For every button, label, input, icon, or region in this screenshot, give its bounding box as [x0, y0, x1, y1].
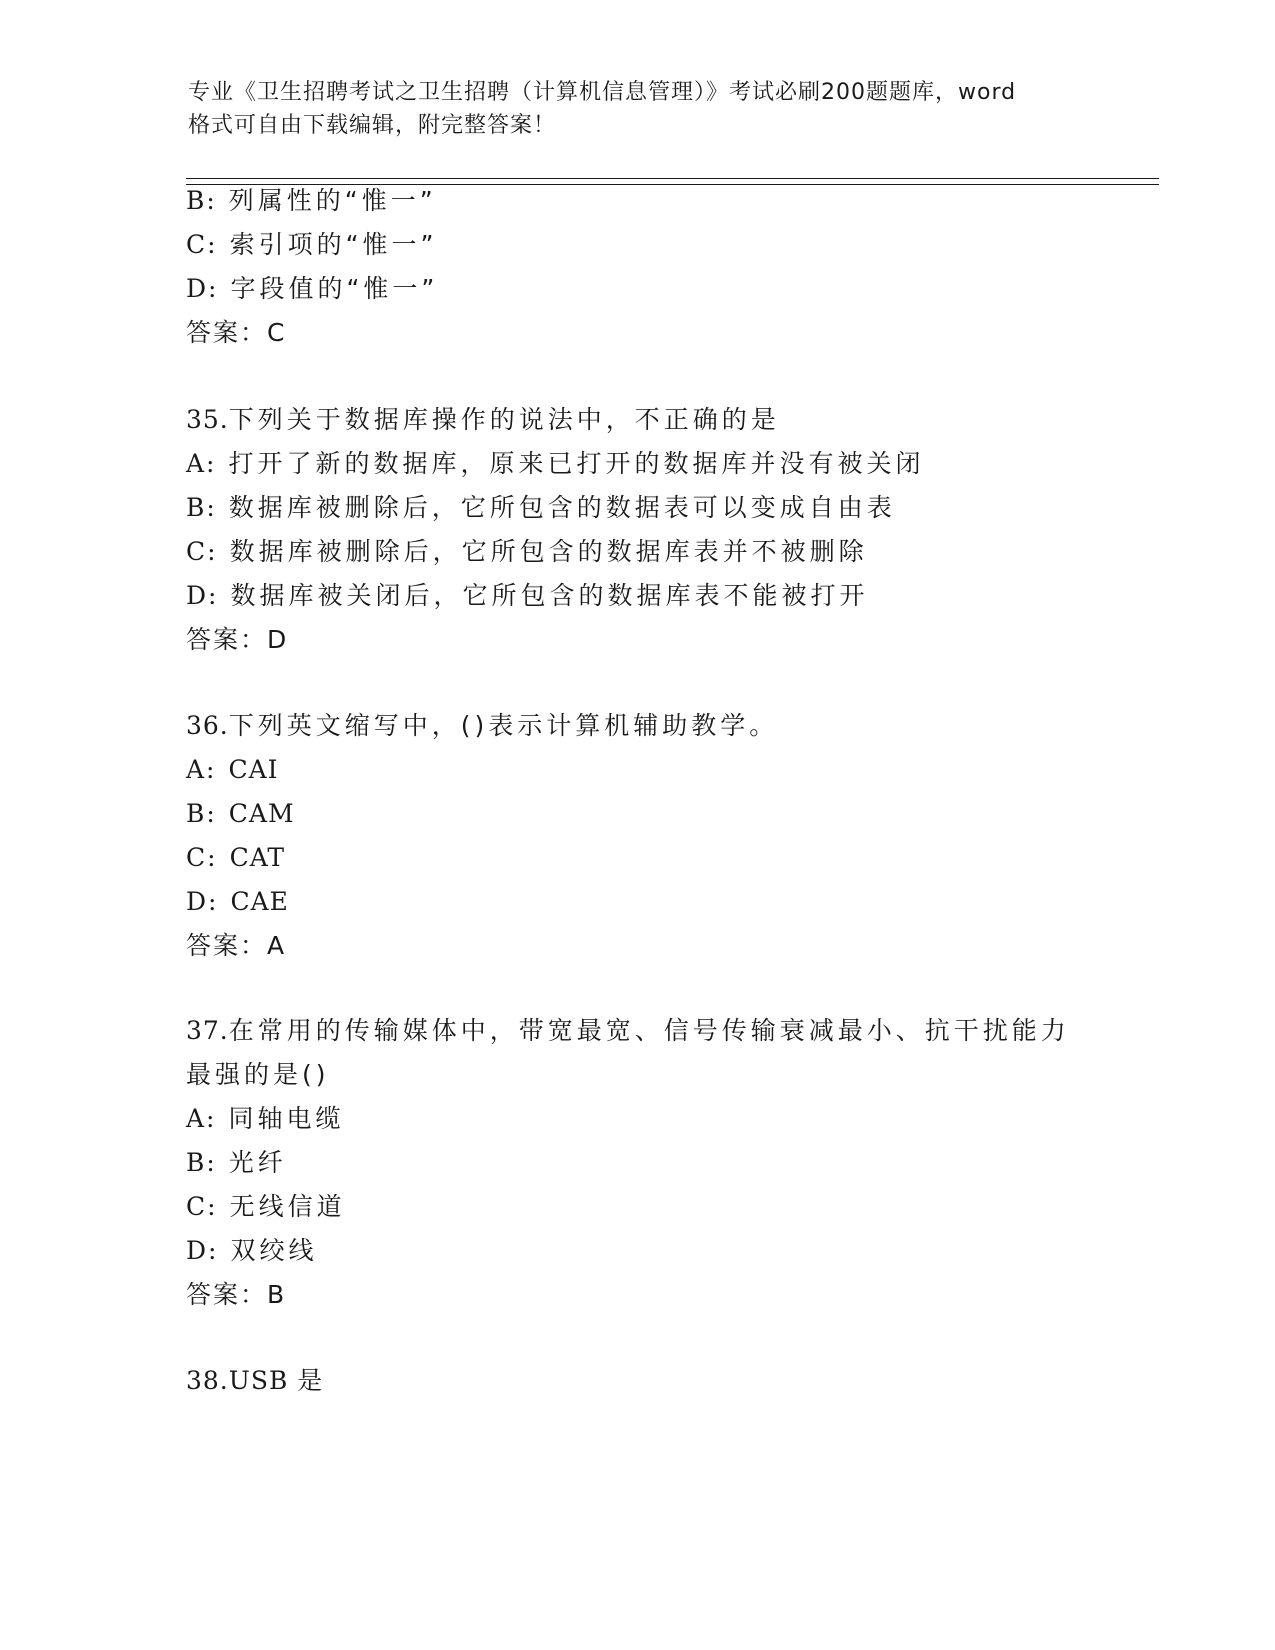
- option-text: 字段值的“惟一”: [230, 274, 439, 303]
- option-label: D:: [186, 581, 219, 610]
- option-label: D:: [186, 1236, 219, 1265]
- option-label: C:: [186, 1192, 218, 1221]
- question-36-option-b: [186, 799, 295, 829]
- header-line-1: 专业《卫生招聘考试之卫生招聘（计算机信息管理）》考试必刷200题题库，word: [188, 80, 1017, 105]
- option-label: D:: [186, 274, 219, 303]
- document-header: [188, 76, 1088, 142]
- option-label: B:: [186, 1148, 217, 1177]
- question-37-option-a: [186, 1104, 345, 1134]
- option-text: 同轴电缆: [228, 1104, 345, 1133]
- question-36-option-d: [186, 887, 289, 917]
- question-35-option-c: [186, 537, 868, 567]
- question-text: 在常用的传输媒体中，带宽最宽、信号传输衰减最小、抗干扰能力: [228, 1016, 1070, 1045]
- question-37-option-d: [186, 1236, 317, 1266]
- question-36-answer: 答案：A: [186, 931, 287, 960]
- option-text: 打开了新的数据库，原来已打开的数据库并没有被关闭: [228, 449, 925, 478]
- question-text: 下列关于数据库操作的说法中，不正确的是: [228, 405, 780, 434]
- question-text: 下列英文缩写中，()表示计算机辅助教学。: [228, 711, 779, 740]
- option-text: CAM: [228, 799, 295, 828]
- option-text: 数据库被删除后，它所包含的数据库表并不被删除: [229, 537, 868, 566]
- option-label: A:: [186, 755, 217, 784]
- question-35-option-b: [186, 493, 896, 523]
- question-number: 37.: [186, 1016, 229, 1045]
- option-text: 数据库被删除后，它所包含的数据表可以变成自由表: [228, 493, 896, 522]
- prev-option-b: [186, 186, 437, 216]
- question-number: 38.: [186, 1366, 229, 1395]
- option-text: 索引项的“惟一”: [229, 230, 438, 259]
- prev-option-c: [186, 230, 437, 260]
- option-label: C:: [186, 843, 218, 872]
- question-35-stem: [186, 405, 780, 435]
- option-text: CAI: [228, 755, 279, 784]
- option-label: A:: [186, 1104, 217, 1133]
- question-37-stem-line-2: 最强的是(): [186, 1060, 330, 1089]
- question-36-stem: [186, 711, 778, 741]
- question-37-answer: 答案：B: [186, 1280, 287, 1309]
- option-text: CAE: [230, 887, 289, 916]
- question-37-stem-line-1: [186, 1016, 1070, 1046]
- option-text: CAT: [229, 843, 286, 872]
- header-divider-bottom: [186, 184, 1159, 185]
- option-label: A:: [186, 449, 217, 478]
- header-divider-top: [186, 178, 1159, 179]
- option-label: B:: [186, 186, 217, 215]
- prev-option-d: [186, 274, 438, 304]
- option-text: 数据库被关闭后，它所包含的数据库表不能被打开: [230, 581, 869, 610]
- header-line-2: 格式可自由下载编辑，附完整答案！: [188, 113, 557, 138]
- option-text: 双绞线: [230, 1236, 318, 1265]
- prev-answer: 答案：C: [186, 318, 287, 347]
- option-text: 列属性的“惟一”: [228, 186, 437, 215]
- question-36-option-a: [186, 755, 279, 785]
- option-text: 无线信道: [229, 1192, 346, 1221]
- question-36-option-c: [186, 843, 285, 873]
- question-37-option-b: [186, 1148, 287, 1178]
- question-37-option-c: [186, 1192, 346, 1222]
- question-35-option-a: [186, 449, 925, 479]
- question-number: 36.: [186, 711, 229, 740]
- question-38-stem: [186, 1366, 323, 1396]
- question-number: 35.: [186, 405, 229, 434]
- option-text: 光纤: [228, 1148, 287, 1177]
- option-label: C:: [186, 537, 218, 566]
- question-text: USB 是: [228, 1366, 324, 1395]
- option-label: B:: [186, 799, 217, 828]
- option-label: B:: [186, 493, 217, 522]
- option-label: D:: [186, 887, 219, 916]
- question-35-answer: 答案：D: [186, 625, 289, 654]
- question-35-option-d: [186, 581, 868, 611]
- option-label: C:: [186, 230, 218, 259]
